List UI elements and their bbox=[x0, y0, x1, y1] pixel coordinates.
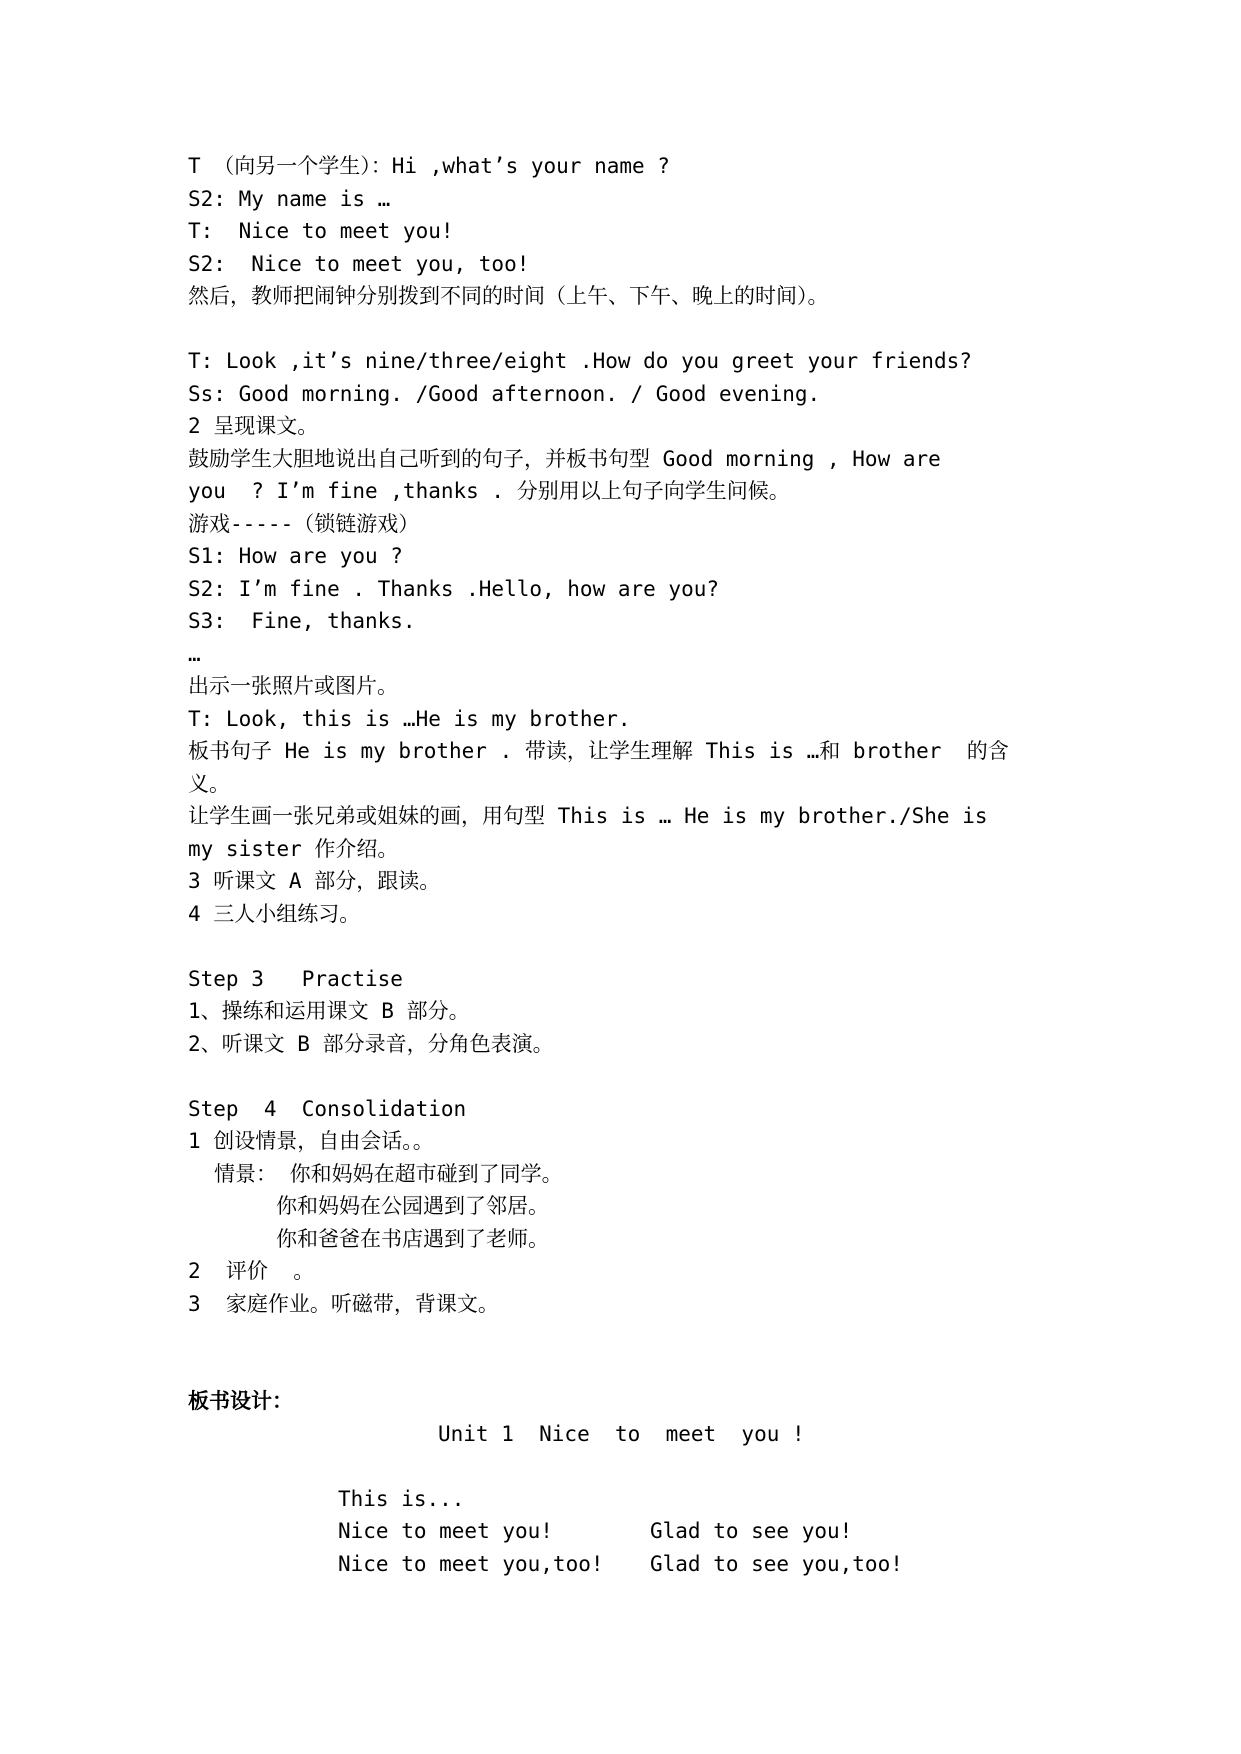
scene-line: 情景： 你和妈妈在超市碰到了同学。 bbox=[214, 1161, 563, 1186]
ellipsis-line: … bbox=[188, 641, 201, 666]
dialogue-line: T: Look ,it’s nine/three/eight .How do you greet your friends? bbox=[188, 349, 972, 373]
step4-title: Step 4 Consolidation bbox=[188, 1096, 467, 1121]
board-cell: Nice to meet you! bbox=[338, 1519, 553, 1543]
spacer bbox=[188, 1450, 1068, 1483]
board-cell: Glad to see you,too! bbox=[650, 1551, 903, 1576]
instruction-line: 让学生画一张兄弟或姐妹的画，用句型 This is … He is my brother./She is bbox=[188, 804, 988, 828]
dialogue-line: S2: My name is … bbox=[188, 186, 391, 211]
spacer bbox=[188, 930, 1068, 963]
spacer bbox=[188, 1060, 1068, 1093]
board-cell: This is... bbox=[338, 1486, 465, 1511]
dialogue-line: S2: I’m fine . Thanks .Hello, how are you? bbox=[188, 576, 720, 601]
step4-item: 3 家庭作业。听磁带，背课文。 bbox=[188, 1291, 499, 1316]
instruction-line: 鼓励学生大胆地说出自己听到的句子，并板书句型 Good morning , How are bbox=[188, 446, 941, 471]
lesson-content bbox=[188, 150, 1068, 1580]
dialogue-line: S2: Nice to meet you, too! bbox=[188, 251, 530, 276]
instruction-line: 义。 bbox=[188, 771, 230, 796]
board-row bbox=[188, 1483, 1068, 1516]
scene-line: 你和爸爸在书店遇到了老师。 bbox=[276, 1226, 549, 1251]
instruction-line: 然后，教师把闹钟分别拨到不同的时间（上午、下午、晚上的时间）。 bbox=[188, 284, 829, 308]
step4-item: 2 评价 。 bbox=[188, 1259, 315, 1283]
dialogue-line: T （向另一个学生）：Hi ,what’s your name ? bbox=[188, 154, 670, 178]
board-design-heading: 板书设计： bbox=[188, 1389, 293, 1413]
instruction-line: 2 呈现课文。 bbox=[188, 414, 319, 438]
instruction-line: my sister 作介绍。 bbox=[188, 836, 399, 861]
step3-item: 1、操练和运用课文 B 部分。 bbox=[188, 999, 470, 1023]
board-title: Unit 1 Nice to meet you ! bbox=[438, 1421, 805, 1446]
dialogue-line: Ss: Good morning. /Good afternoon. / Good evening. bbox=[188, 381, 821, 406]
dialogue-line: S3: Fine, thanks. bbox=[188, 609, 416, 633]
spacer bbox=[188, 313, 1068, 346]
instruction-line: you ? I’m fine ,thanks . 分别用以上句子向学生问候。 bbox=[188, 479, 790, 503]
step3-item: 2、听课文 B 部分录音，分角色表演。 bbox=[188, 1031, 554, 1056]
instruction-line: 游戏-----（锁链游戏） bbox=[188, 511, 420, 536]
dialogue-line: S1: How are you ? bbox=[188, 544, 403, 568]
scene-line: 你和妈妈在公园遇到了邻居。 bbox=[276, 1194, 549, 1218]
instruction-line: 4 三人小组练习。 bbox=[188, 901, 361, 926]
board-row bbox=[188, 1515, 1068, 1548]
step3-title: Step 3 Practise bbox=[188, 966, 403, 991]
board-cell: Nice to meet you,too! bbox=[338, 1551, 604, 1576]
board-row bbox=[188, 1548, 1068, 1581]
instruction-line: 板书句子 He is my brother . 带读，让学生理解 This is …和 brother 的含 bbox=[188, 739, 1009, 763]
dialogue-line: T: Nice to meet you! bbox=[188, 219, 454, 243]
board-cell: Glad to see you! bbox=[650, 1519, 853, 1543]
instruction-line: 3 听课文 A 部分，跟读。 bbox=[188, 869, 441, 893]
step4-item: 1 创设情景，自由会话。。 bbox=[188, 1129, 434, 1153]
instruction-line: 出示一张照片或图片。 bbox=[188, 674, 398, 698]
spacer bbox=[188, 1320, 1068, 1385]
dialogue-line: T: Look, this is …He is my brother. bbox=[188, 706, 631, 731]
